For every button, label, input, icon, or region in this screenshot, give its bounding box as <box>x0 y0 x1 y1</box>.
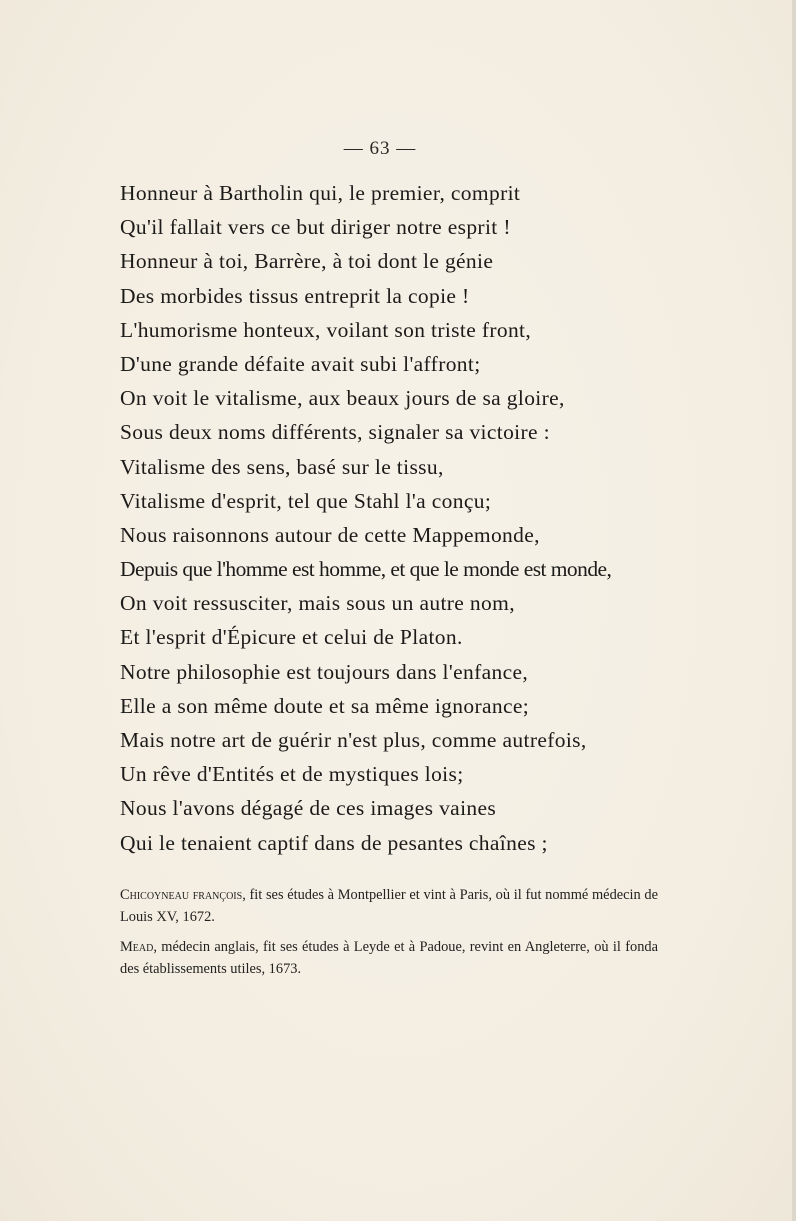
footnote-name: Mead <box>120 939 154 955</box>
poem-line: On voit ressusciter, mais sous un autre nom, <box>120 591 515 616</box>
poem-line: Depuis que l'homme est homme, et que le monde est monde, <box>120 557 612 582</box>
poem <box>120 176 611 860</box>
footnote <box>120 936 658 980</box>
footnote <box>120 884 658 928</box>
poem-line: Et l'esprit d'Épicure et celui de Platon. <box>120 625 463 650</box>
poem-line: Des morbides tissus entreprit la copie ! <box>120 283 470 308</box>
poem-line: Un rêve d'Entités et de mystiques lois; <box>120 762 464 787</box>
poem-line: Qu'il fallait vers ce but diriger notre esprit ! <box>120 215 511 240</box>
footnote-text: , médecin anglais, fit ses études à Leyde et à Padoue, revint en Angleterre, où il fonda des établissements utiles, 1673. <box>120 939 658 977</box>
poem-line: Honneur à Bartholin qui, le premier, comprit <box>120 181 521 205</box>
poem-line: Qui le tenaient captif dans de pesantes chaînes ; <box>120 830 548 855</box>
poem-line: Nous raisonnons autour de cette Mappemonde, <box>120 522 540 547</box>
poem-line: Nous l'avons dégagé de ces images vaines <box>120 796 497 821</box>
poem-line: Notre philosophie est toujours dans l'enfance, <box>120 659 529 684</box>
poem-line: On voit le vitalisme, aux beaux jours de sa gloire, <box>120 386 565 411</box>
page-edge <box>792 0 796 1221</box>
poem-line: L'humorisme honteux, voilant son triste front, <box>120 317 532 342</box>
poem-line: D'une grande défaite avait subi l'affront; <box>120 351 481 376</box>
poem-line: Honneur à toi, Barrère, à toi dont le génie <box>120 249 494 274</box>
poem-line: Elle a son même doute et sa même ignorance; <box>120 693 530 718</box>
footnotes <box>120 884 658 988</box>
poem-line: Vitalisme des sens, basé sur le tissu, <box>120 454 444 479</box>
poem-line: Mais notre art de guérir n'est plus, comme autrefois, <box>120 728 587 752</box>
page-number: — 63 — <box>343 138 417 159</box>
poem-line: Vitalisme d'esprit, tel que Stahl l'a conçu; <box>120 488 492 513</box>
footnote-text: , fit ses études à Montpellier et vint à Paris, où il fut nommé médecin de Louis XV, 1672. <box>120 887 658 925</box>
footnote-name: Chicoyneau françois <box>120 887 243 903</box>
poem-line: Sous deux noms différents, signaler sa victoire : <box>120 420 550 445</box>
